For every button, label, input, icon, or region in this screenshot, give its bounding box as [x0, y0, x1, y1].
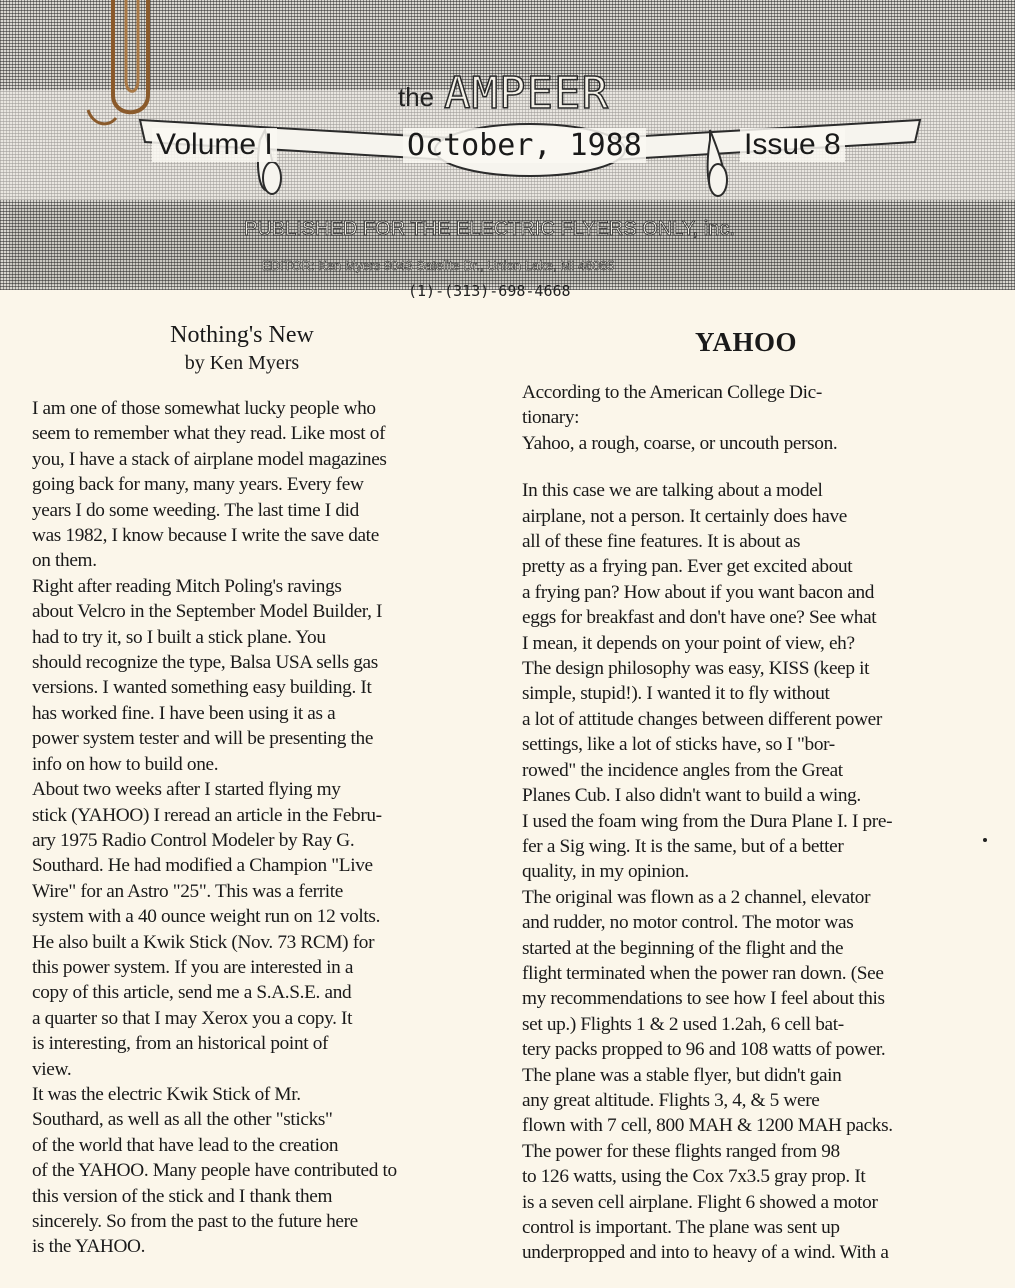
paragraph: I am one of those somewhat lucky people who seem to remember what they read. Like most of you, I have a stack of airplane model magazines going back for many, many years. Every few years I do some weeding. The last time I did was 1982, I know because I write the save date on them. [32, 398, 387, 572]
paper-clip-icon [78, 0, 168, 135]
paragraph: The original was flown as a 2 channel, elevator and rudder, no motor control. The motor was started at the beginning of the flight and the flight terminated when the power ran down. (See my recommendations to see how I feel about this set up.) Flights 1 & 2 used 1.2ah, 6 cell bat- tery packs propped to 96 and 108 watts of power. The plane was a stable flyer, but didn't gain any great altitude. Flights 3, 4, & 5 were flown with 7 cell, 800 MAH & 1200 MAH packs. The power for these flights ranged from 98 to 126 watts, using the Cox 7x3.5 gray prop. It is a seven cell airplane. Flight 6 showed a motor control is important. The plane was sent up underpropped and into to heavy of a wind. With a [522, 886, 893, 1264]
paragraph: According to the American College Dic- tionary: Yahoo, a rough, coarse, or uncouth person. [522, 382, 838, 454]
issue-number: Issue 8 [740, 128, 845, 162]
stray-mark [983, 838, 987, 842]
masthead [0, 0, 1015, 290]
article-title: YAHOO [694, 327, 798, 357]
paragraph: In this case we are talking about a model airplane, not a person. It certainly does have all of these fine features. It is about as pretty as a frying pan. Ever get excited about a frying pan? How about if you want bacon and eggs for breakfast and don't have one? See what I mean, it depends on your point of view, eh? [522, 480, 877, 654]
airplane-wheel-left [263, 162, 281, 194]
airplane-wheel-right [709, 164, 727, 196]
paragraph: Right after reading Mitch Poling's ravings about Velcro in the September Model Builder, I had to try it, so I built a stick plane. You should recognize the type, Balsa USA sells gas versions. I wanted something easy building. It has worked fine. I have been using it as a power system tester and will be presenting the info on how to build one. [32, 575, 383, 775]
article-byline: by Ken Myers [184, 352, 300, 374]
issue-date: October, 1988 [403, 128, 646, 163]
paragraph-gap [522, 456, 970, 478]
paragraph: The design philosophy was easy, KISS (keep it simple, stupid!). I wanted it to fly without a lot of attitude changes between different power settings, like a lot of sticks have, so I "bor- rowed" the incidence angles from the Great Planes Cub. I also didn't want to build a wing. I used the foam wing from the Dura Plane I. I pre- fer a Sig wing. It is the same, but of a better quality, in my opinion. [522, 658, 893, 883]
editor-phone: (1)-(313)-698-4668 [408, 282, 571, 300]
volume-label: Volume I [152, 128, 277, 162]
editor-address: EDITOR: Ken Myers 9043 Satelite Dr., Union Lake, MI 48085 [262, 258, 615, 273]
article-nothings-new [32, 320, 472, 1260]
article-yahoo [522, 320, 970, 1266]
paragraph: It was the electric Kwik Stick of Mr. Southard, as well as all the other "sticks" of the world that have lead to the creation of the YAHOO. Many people have contributed to this version of the stick and I thank them sincerely. So from the past to the future here is the YAHOO. [32, 1083, 397, 1258]
newsletter-title: AMPEER [444, 68, 609, 119]
masthead-the: the [398, 82, 435, 112]
publisher-line: PUBLISHED FOR THE ELECTRIC FLYERS ONLY, inc. [244, 218, 735, 240]
paragraph: About two weeks after I started flying my stick (YAHOO) I reread an article in the Febru- ary 1975 Radio Control Modeler by Ray G. Southard. He had modified a Champion "Live Wire" for an Astro "25". This was a ferrite system with a 40 ounce weight run on 12 volts. He also built a Kwik Stick (Nov. 73 RCM) for this power system. If you are interested in a copy of this article, send me a S.A.S.E. and a quarter so that I may Xerox you a copy. It is interesting, from an historical point of view. [32, 779, 382, 1080]
article-title: Nothing's New [170, 322, 314, 348]
article-header [12, 320, 472, 376]
